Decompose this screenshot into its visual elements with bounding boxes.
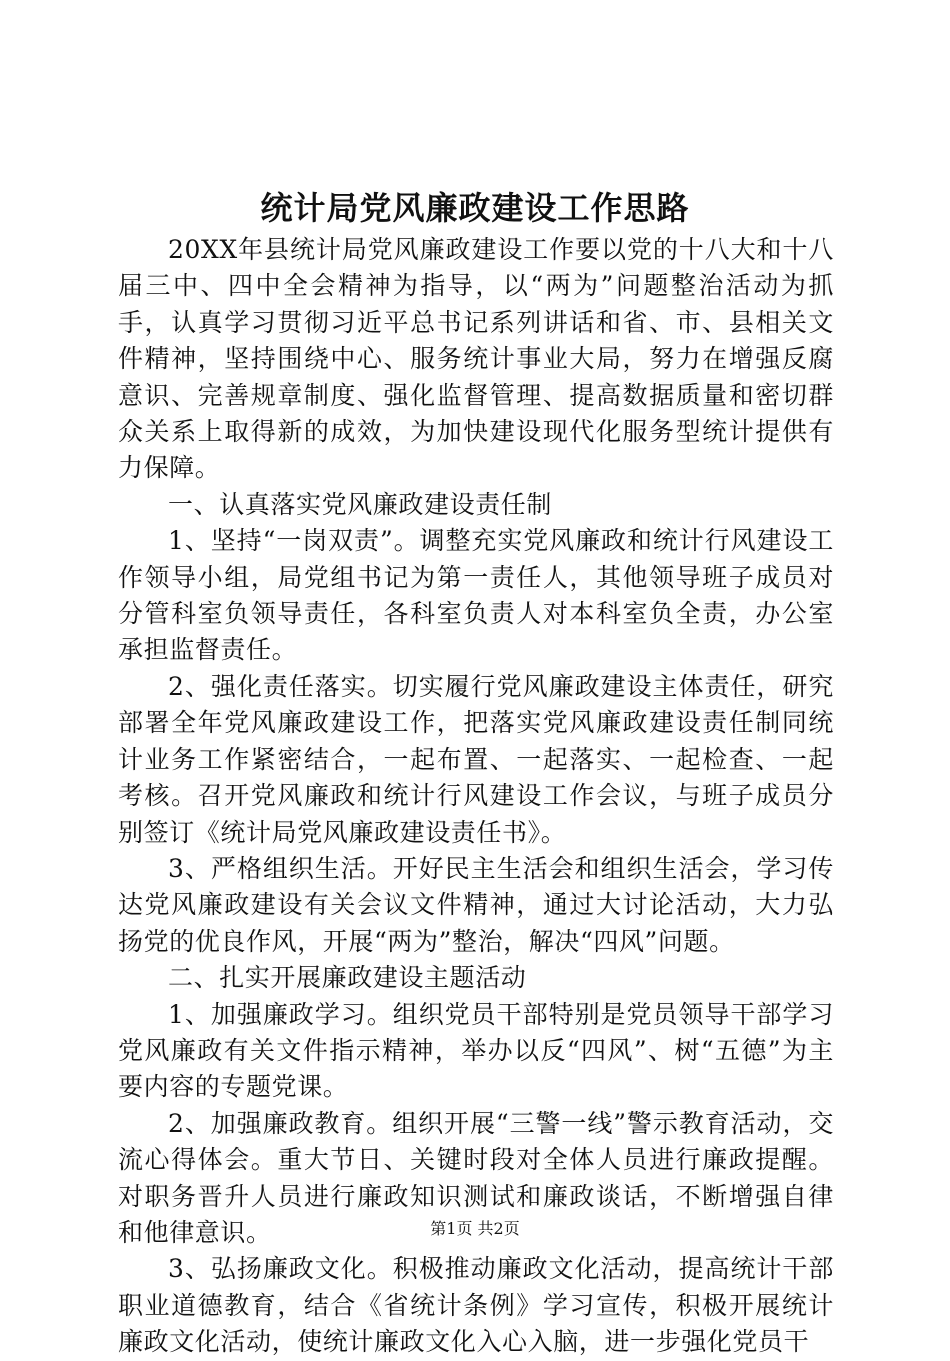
paragraph-2-3: 3、弘扬廉政文化。积极推动廉政文化活动，提高统计干部职业道德教育，结合《省统计条例》学习宣传，积极开展统计廉政文化活动，使统计廉政文化入心入脑，进一步强化党员干 — [118, 1254, 834, 1357]
document-body — [118, 232, 834, 1361]
section-heading-1: 一、认真落实党风廉政建设责任制 — [168, 489, 553, 519]
paragraph-1-2: 2、强化责任落实。切实履行党风廉政建设主体责任，研究部署全年党风廉政建设工作，把落实党风廉政建设责任制同统计业务工作紧密结合，一起布置、一起落实、一起检查、一起考核。召开党风廉政和统计行风建设工作会议，与班子成员分别签订《统计局党风廉政建设责任书》。 — [118, 671, 834, 847]
document-title: 统计局党风廉政建设工作思路 — [260, 189, 690, 227]
paragraph-2-1: 1、加强廉政学习。组织党员干部特别是党员领导干部学习党风廉政有关文件指示精神，举办以反“四风”、树“五德”为主要内容的专题党课。 — [118, 999, 834, 1102]
section-heading-2: 二、扎实开展廉政建设主题活动 — [168, 963, 527, 993]
paragraph-intro: 20XX年县统计局党风廉政建设工作要以党的十八大和十八届三中、四中全会精神为指导，以“两为”问题整治活动为抓手，认真学习贯彻习近平总书记系列讲话和省、市、县相关文件精神，坚持围绕中心、服务统计事业大局，努力在增强反腐意识、完善规章制度、强化监督管理、提高数据质量和密切群众关系上取得新的成效，为加快建设现代化服务型统计提供有力保障。 — [118, 235, 834, 483]
paragraph-1-3: 3、严格组织生活。开好民主生活会和组织生活会，学习传达党风廉政建设有关会议文件精神，通过大讨论活动，大力弘扬党的优良作风，开展“两为”整治，解决“四风”问题。 — [118, 853, 834, 956]
paragraph-2-2: 2、加强廉政教育。组织开展“三警一线”警示教育活动，交流心得体会。重大节日、关键时段对全体人员进行廉政提醒。对职务晋升人员进行廉政知识测试和廉政谈话，不断增强自律和他律意识。 — [118, 1108, 834, 1247]
page-number: 第1页 — [430, 1219, 473, 1238]
page-total: 共2页 — [477, 1219, 520, 1238]
paragraph-1-1: 1、坚持“一岗双责”。调整充实党风廉政和统计行风建设工作领导小组，局党组书记为第一责任人，其他领导班子成员对分管科室负领导责任，各科室负责人对本科室负全责，办公室承担监督责任。 — [118, 526, 834, 665]
page-footer — [0, 1218, 950, 1240]
